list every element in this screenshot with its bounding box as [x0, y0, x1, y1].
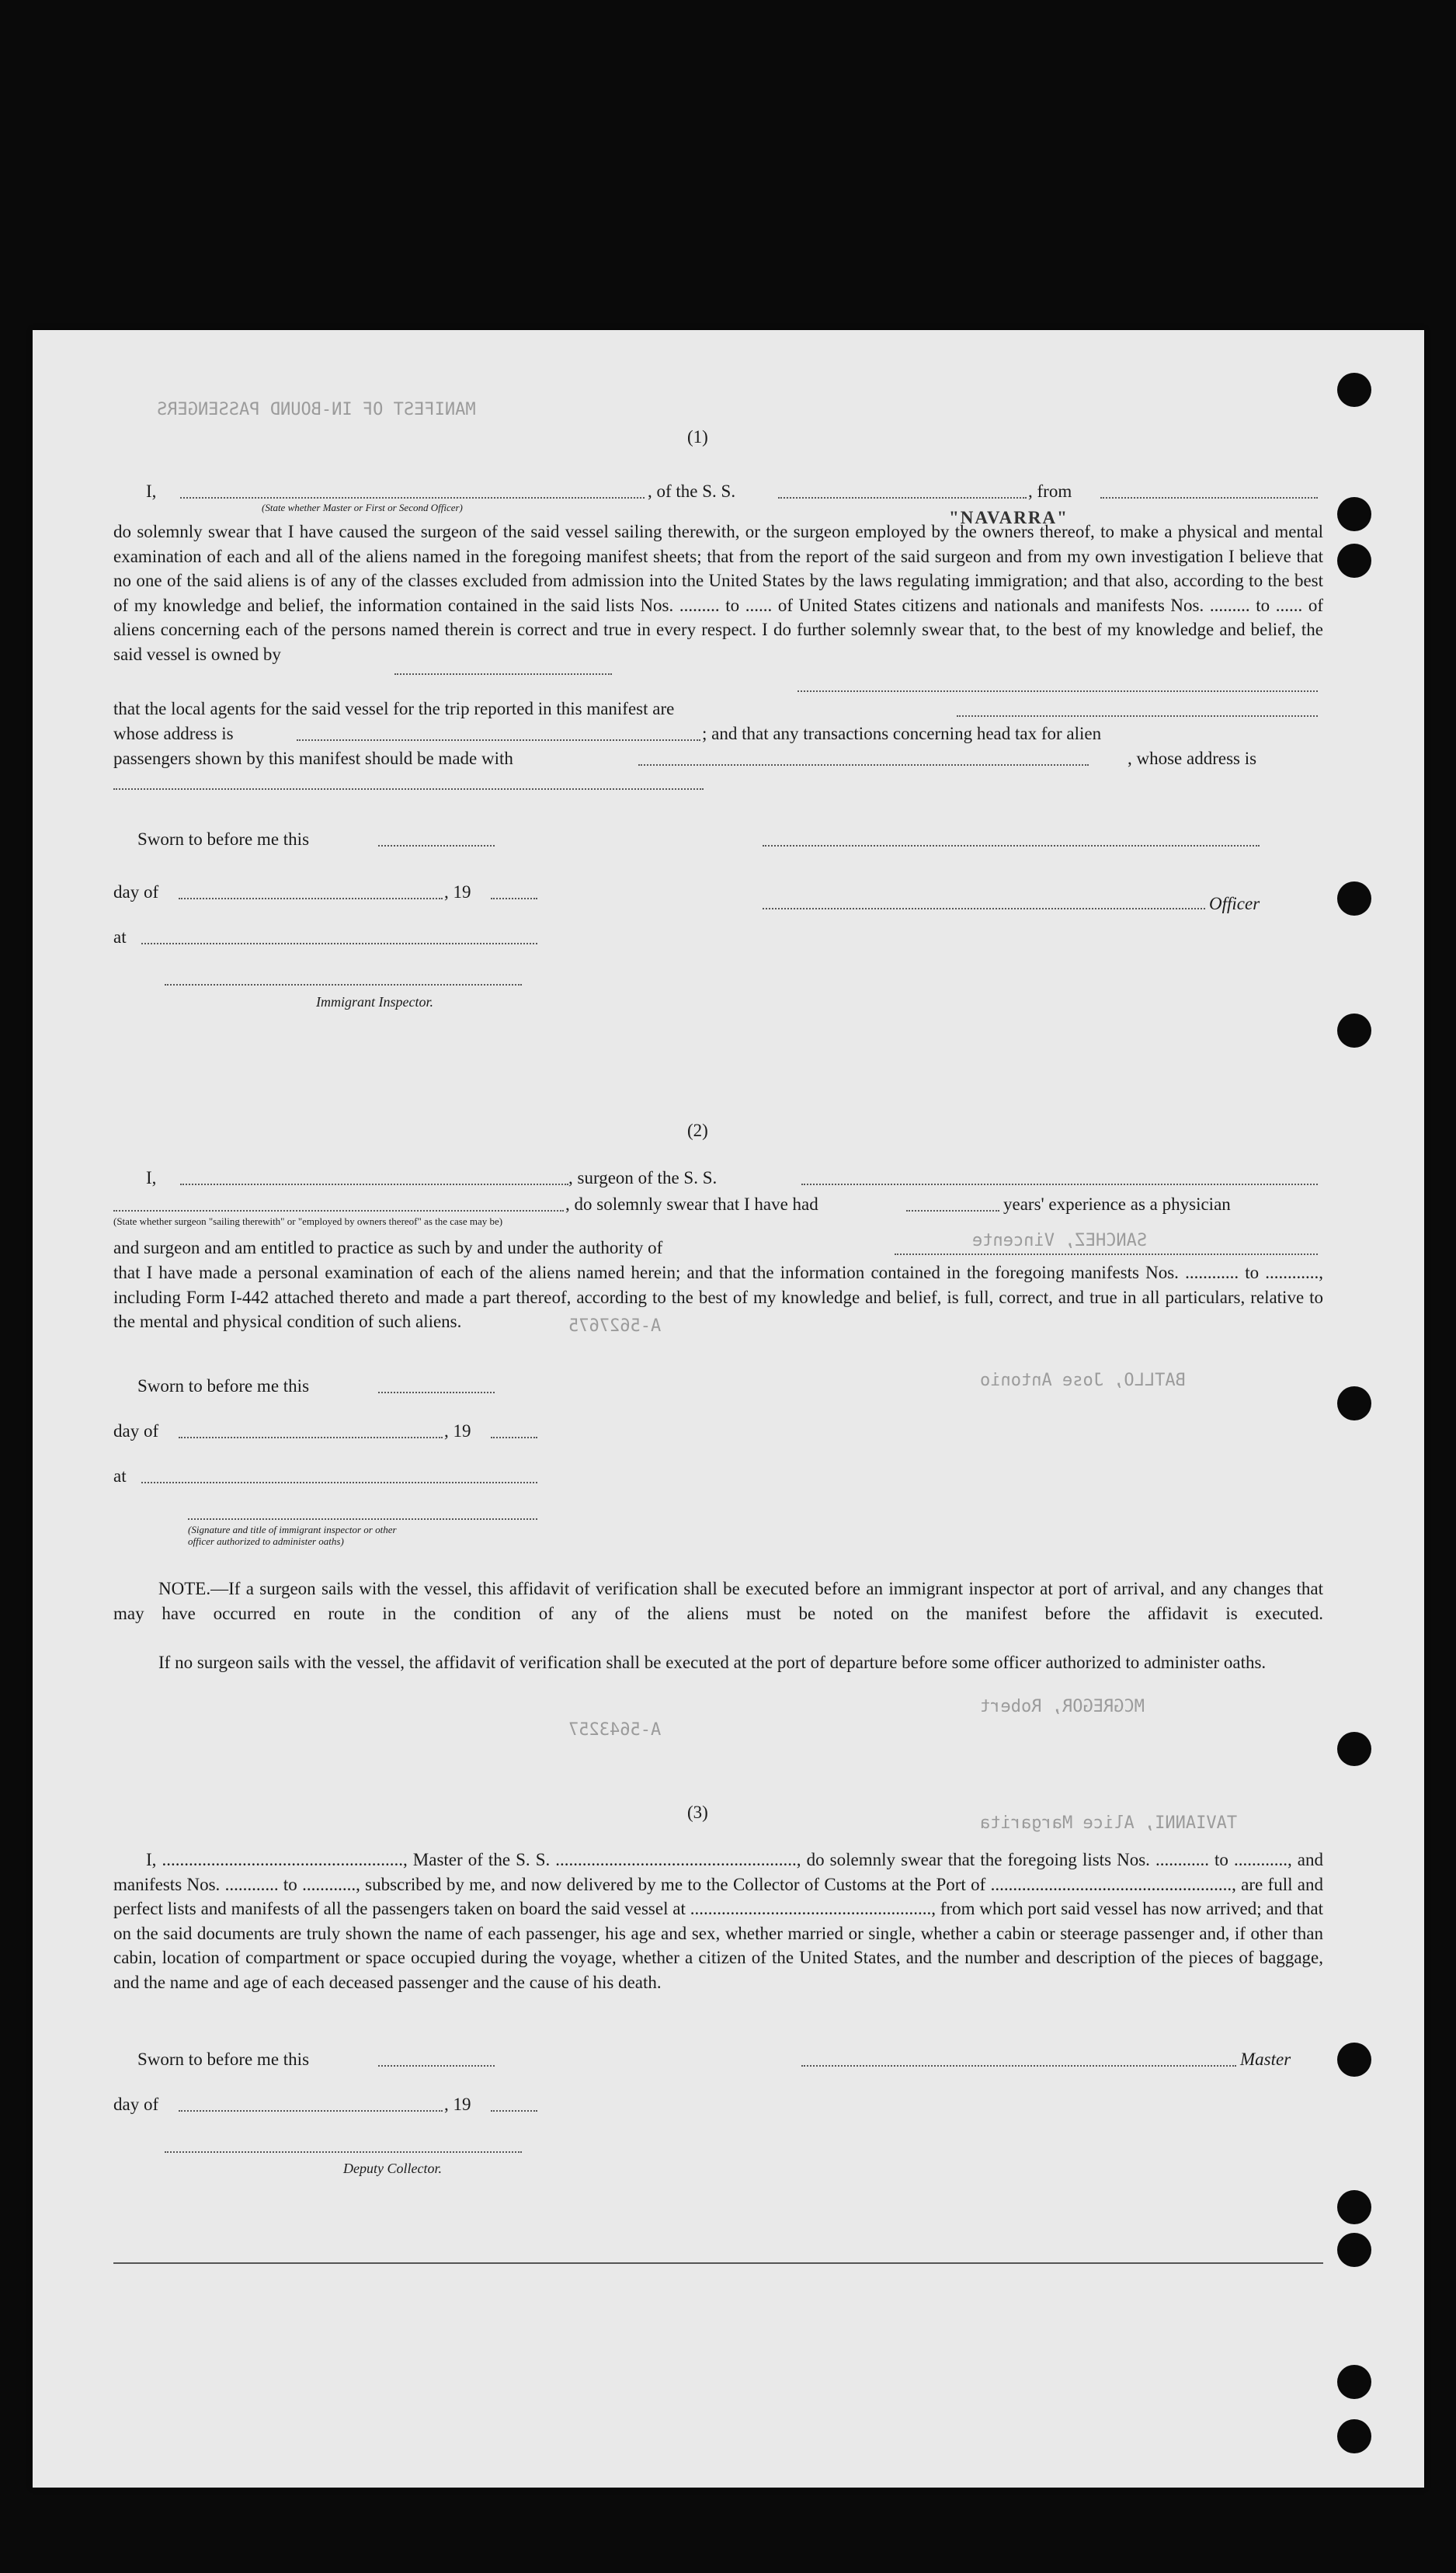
manifest-back-sheet [33, 330, 1424, 2488]
signature-caption: (Signature and title of immigrant inspector or other officer authorized to administer oaths) [188, 1524, 397, 1547]
sworn-day-blank-1[interactable] [378, 845, 495, 847]
sworn-day-blank-3[interactable] [378, 2065, 495, 2067]
year-blank-3[interactable] [491, 2110, 537, 2112]
surgeon-line-1-start: I, [146, 1168, 157, 1187]
bleed-through-text: BATLLO, Jose Antonio [980, 1371, 1186, 1390]
at-label-2: at [113, 1466, 127, 1486]
authority-blank[interactable] [895, 1253, 1318, 1255]
note-paragraph-2: If no surgeon sails with the vessel, the affidavit of verification shall be executed at the port of departure before some officer authorized to administer oaths. [158, 1653, 1267, 1672]
handwritten-ship-name: "NAVARRA" [949, 508, 1069, 527]
binder-hole [1337, 544, 1371, 578]
passengers-label: passengers shown by this manifest should be made with [113, 749, 513, 768]
surgeon-line-2-tail: years' experience as a physician [1003, 1194, 1231, 1214]
binder-hole [1337, 373, 1371, 407]
binder-hole [1337, 2043, 1371, 2077]
master-name-blank[interactable] [180, 497, 645, 499]
sworn-label-1: Sworn to before me this [137, 829, 310, 849]
surgeon-line-2: , do solemnly swear that I have had [565, 1194, 818, 1214]
binder-hole [1337, 1386, 1371, 1420]
bleed-through-text: TAVIANNI, Alice Margarita [980, 1813, 1238, 1833]
section-1-number: (1) [687, 427, 708, 447]
binder-hole [1337, 1014, 1371, 1048]
sworn-label-2: Sworn to before me this [137, 1376, 310, 1396]
bleed-through-text: A-5627675 [568, 1316, 662, 1336]
head-tax-party-blank[interactable] [638, 764, 1089, 766]
year-label-3: , 19 [444, 2095, 471, 2114]
master-signature-line-3[interactable] [801, 2065, 1236, 2067]
surgeon-status-blank[interactable] [113, 1210, 564, 1212]
oath-line-1-ship: , of the S. S. [648, 482, 736, 501]
year-blank-2[interactable] [491, 1437, 537, 1438]
binder-hole [1337, 2233, 1371, 2267]
year-label-2: , 19 [444, 1421, 471, 1441]
inspector-label: Immigrant Inspector. [316, 994, 433, 1010]
at-label-1: at [113, 927, 127, 947]
year-label-1: , 19 [444, 882, 471, 902]
place-blank-1[interactable] [141, 943, 537, 944]
binder-hole [1337, 881, 1371, 916]
oath-line-1-start: I, [146, 482, 157, 501]
officer-line[interactable] [763, 908, 1205, 909]
binder-hole [1337, 2419, 1371, 2453]
owner-address-blank[interactable] [797, 690, 1318, 692]
ship-name-blank[interactable] [778, 497, 1027, 499]
day-of-label-1: day of [113, 882, 159, 902]
bleed-through-text: SANCHEZ, Vincente [972, 1231, 1148, 1250]
day-of-label-3: day of [113, 2095, 159, 2114]
binder-hole [1337, 2190, 1371, 2224]
day-of-label-2: day of [113, 1421, 159, 1441]
agents-blank[interactable] [957, 715, 1318, 717]
bleed-through-text: MCGREGOR, Robert [980, 1697, 1145, 1716]
agents-address-blank[interactable] [297, 739, 700, 741]
owner-blank[interactable] [394, 673, 612, 675]
deputy-label: Deputy Collector. [343, 2161, 442, 2176]
head-tax-label: ; and that any transactions concerning head tax for alien [702, 724, 1102, 743]
deputy-signature-line[interactable] [165, 2151, 522, 2153]
sworn-label-3: Sworn to before me this [137, 2050, 310, 2069]
agents-address-label: whose address is [113, 724, 234, 743]
binder-hole [1337, 1732, 1371, 1766]
officer-label: Officer [1209, 894, 1260, 913]
surgeon-name-blank[interactable] [180, 1184, 568, 1185]
section-2-number: (2) [687, 1121, 708, 1140]
master-label: Master [1240, 2050, 1291, 2069]
section-3-paragraph: I, ......................................................, Master of the S. S. ......................................................, do solemnly swear that the foregoing lists Nos. ............ to ............, and manifests Nos. ............ to ............, subscribed by me, and now delivered by me to the Collector of Customs at the Port of ......................................................, are full and perfect lists and manifests of all the passengers taken on board the said vessel at ......................................................, from which port said vessel has now arrived; and that on the said documents are truly shown the name of each passenger, his age and sex, whether married or single, whether a cabin or steerage passenger and, if other than cabin, location of compartment or space occupied during the voyage, whether a citizen of the United States, and the number and description of the pieces of baggage, and the name and age of each deceased passenger and the cause of his death. [113, 1850, 1323, 1992]
section-1-paragraph: do solemnly swear that I have caused the surgeon of the said vessel sailing therewith, or the surgeon employed by the owners thereof, to make a physical and mental examination of each and all of the aliens named in the foregoing manifest sheets; that from the report of the said surgeon and from my own investigation I believe that no one of the said aliens is of any of the classes excluded from admission into the United States by the laws regulating immigration; and that also, according to the best of my knowledge and belief, the information contained in the said lists Nos. ......... to ...... of United States citizens and nationals and manifests Nos. ......... to ...... of aliens concerning each of the persons named therein is correct and true in every respect. I do further solemnly swear that, to the best of my knowledge and belief, the said vessel is owned by [113, 522, 1323, 664]
passengers-address-blank[interactable] [113, 788, 704, 790]
master-caption: (State whether Master or First or Second Officer) [262, 502, 463, 513]
surgeon-ship-blank[interactable] [801, 1184, 1318, 1185]
passengers-address-label: , whose address is [1128, 749, 1257, 768]
port-from-blank[interactable] [1100, 497, 1318, 499]
note-paragraph: NOTE.—If a surgeon sails with the vessel, this affidavit of verification shall be executed before an immigrant inspector at port of arrival, and any changes that may have occurred en route in the condition of any of the aliens must be noted on the manifest before the affidavit is executed. [113, 1579, 1323, 1623]
oath-line-1-from: , from [1028, 482, 1072, 501]
month-blank-2[interactable] [179, 1437, 443, 1438]
surgeon-line-3: and surgeon and am entitled to practice as such by and under the authority of [113, 1238, 663, 1257]
agents-label: that the local agents for the said vessel for the trip reported in this manifest are [113, 699, 675, 718]
section-3-number: (3) [687, 1803, 708, 1822]
section-2-paragraph: that I have made a personal examination of each of the aliens named herein; and that the information contained in the foregoing manifests Nos. ............ to ............, including Form I-442 attached thereto and made a part thereof, according to the best of my knowledge and belief, is full, correct, and true in all particulars, relative to the mental and physical condition of such aliens. [113, 1263, 1323, 1331]
binder-hole [1337, 2365, 1371, 2399]
inspector-signature-line[interactable] [165, 984, 522, 986]
bleed-through-text: A-5643257 [568, 1720, 662, 1740]
place-blank-2[interactable] [141, 1482, 537, 1483]
bottom-rule [113, 2262, 1323, 2264]
surgeon-inspector-signature-line[interactable] [188, 1518, 537, 1520]
surgeon-line-1-ship: , surgeon of the S. S. [568, 1168, 718, 1187]
master-signature-line[interactable] [763, 845, 1260, 847]
year-blank-1[interactable] [491, 898, 537, 899]
years-experience-blank[interactable] [906, 1210, 999, 1212]
month-blank-1[interactable] [179, 898, 443, 899]
bleed-through-text: MANIFEST OF IN-BOUND PASSENGERS [157, 400, 476, 419]
binder-hole [1337, 497, 1371, 531]
month-blank-3[interactable] [179, 2110, 443, 2112]
sworn-day-blank-2[interactable] [378, 1392, 495, 1393]
surgeon-caption: (State whether surgeon "sailing therewith" or "employed by owners thereof" as the case may be) [113, 1215, 503, 1227]
